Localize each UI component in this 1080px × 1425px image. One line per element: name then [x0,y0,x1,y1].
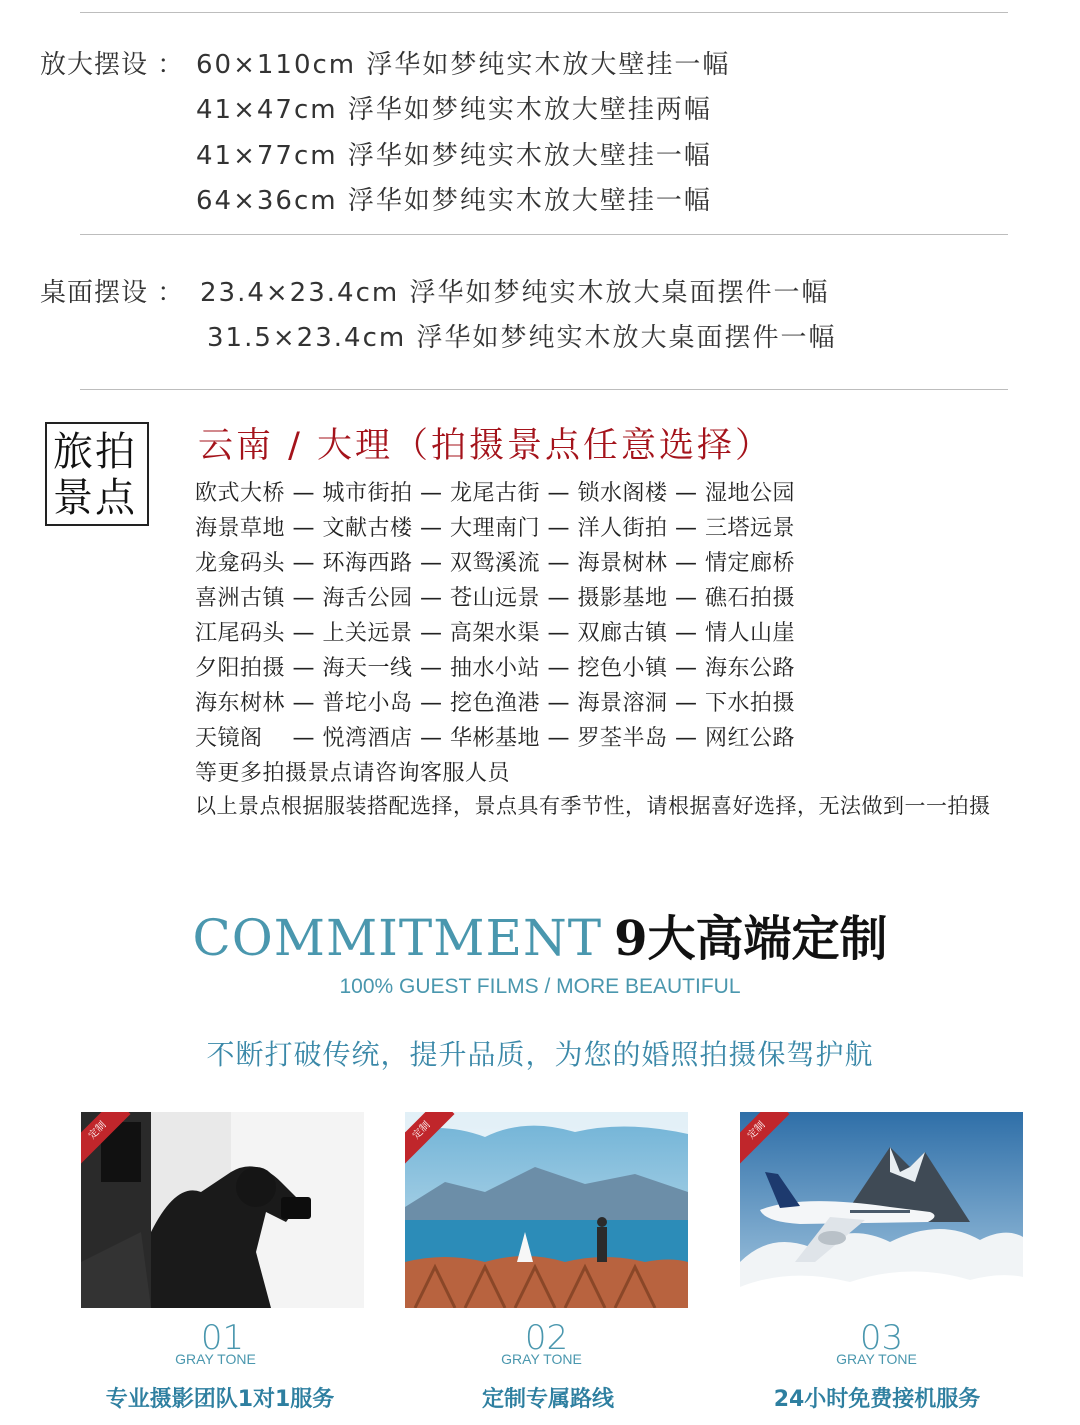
airplane-photo [740,1112,1023,1308]
card-caption: 24小时免费接机服务 [773,1387,981,1412]
spot-row: 夕阳拍摄 — 海天一线 — 抽水小站 — 挖色小镇 — 海东公路 [195,656,795,681]
card-number: 01 [200,1318,245,1358]
card-tone: GRAY TONE [501,1351,582,1367]
desk-line: 23.4×23.4cm 浮华如梦纯实木放大桌面摆件一幅 [200,278,830,308]
enlarge-line: 41×77cm 浮华如梦纯实木放大壁挂一幅 [196,141,712,171]
desk-label: 桌面摆设 ： [40,278,185,308]
commitment-heading [0,900,1080,969]
card-number: 03 [859,1318,904,1358]
card-tone: GRAY TONE [175,1351,256,1367]
divider-top [80,12,1008,13]
custom-badge: 定制 [740,1112,790,1164]
spot-row: 海景草地 — 文献古楼 — 大理南门 — 洋人街拍 — 三塔远景 [195,516,795,541]
card-caption: 定制专属路线 [481,1387,614,1412]
photographer-illustration [81,1112,364,1308]
commitment-subtitle: 100% GUEST FILMS / MORE BEAUTIFUL [339,975,741,998]
box-text-line1: 旅拍 [53,429,137,475]
spot-row: 喜洲古镇 — 海舌公园 — 苍山远景 — 摄影基地 — 礁石拍摄 [195,586,795,611]
airplane-illustration [740,1112,1023,1308]
spot-note: 等更多拍摄景点请咨询客服人员 [195,761,511,786]
enlarge-line: 64×36cm 浮华如梦纯实木放大壁挂一幅 [196,186,712,216]
box-text-line2: 景点 [53,475,137,521]
divider [80,234,1008,235]
card-number: 02 [524,1318,569,1358]
spot-row: 海东树林 — 普坨小岛 — 挖色渔港 — 海景溶洞 — 下水拍摄 [195,691,795,716]
divider [80,389,1008,390]
commitment-tagline: 不断打破传统，提升品质，为您的婚照拍摄保驾护航 [206,1038,874,1071]
commitment-en: COMMITMENT [192,909,603,967]
spots-title: 云南 / 大理（拍摄景点任意选择） [198,426,774,466]
desk-line: 31.5×23.4cm 浮华如梦纯实木放大桌面摆件一幅 [207,323,837,353]
card-tone: GRAY TONE [836,1351,917,1367]
spot-row: 龙龛码头 — 环海西路 — 双鸳溪流 — 海景树林 — 情定廊桥 [195,551,795,576]
enlarge-line: 41×47cm 浮华如梦纯实木放大壁挂两幅 [196,95,712,125]
photographer-photo [81,1112,364,1308]
enlarge-label: 放大摆设 ： [40,50,185,80]
lake-wedding-photo [405,1112,688,1308]
spot-row: 江尾码头 — 上关远景 — 高架水渠 — 双廊古镇 — 情人山崖 [195,621,795,646]
enlarge-line: 60×110cm 浮华如梦纯实木放大壁挂一幅 [196,50,731,80]
spot-note: 以上景点根据服装搭配选择，景点具有季节性，请根据喜好选择，无法做到一一拍摄 [195,794,991,818]
travel-spots-box [45,422,149,526]
custom-badge: 定制 [81,1112,131,1164]
card-caption: 专业摄影团队1对1服务 [105,1387,335,1412]
lake-illustration [405,1112,688,1308]
spot-row: 欧式大桥 — 城市街拍 — 龙尾古街 — 锁水阁楼 — 湿地公园 [195,481,795,506]
spot-row: 天镜阁 — 悦湾酒店 — 华彬基地 — 罗荃半岛 — 网红公路 [195,726,795,751]
custom-badge: 定制 [405,1112,455,1164]
commitment-cn: 9大高端定制 [614,911,888,967]
